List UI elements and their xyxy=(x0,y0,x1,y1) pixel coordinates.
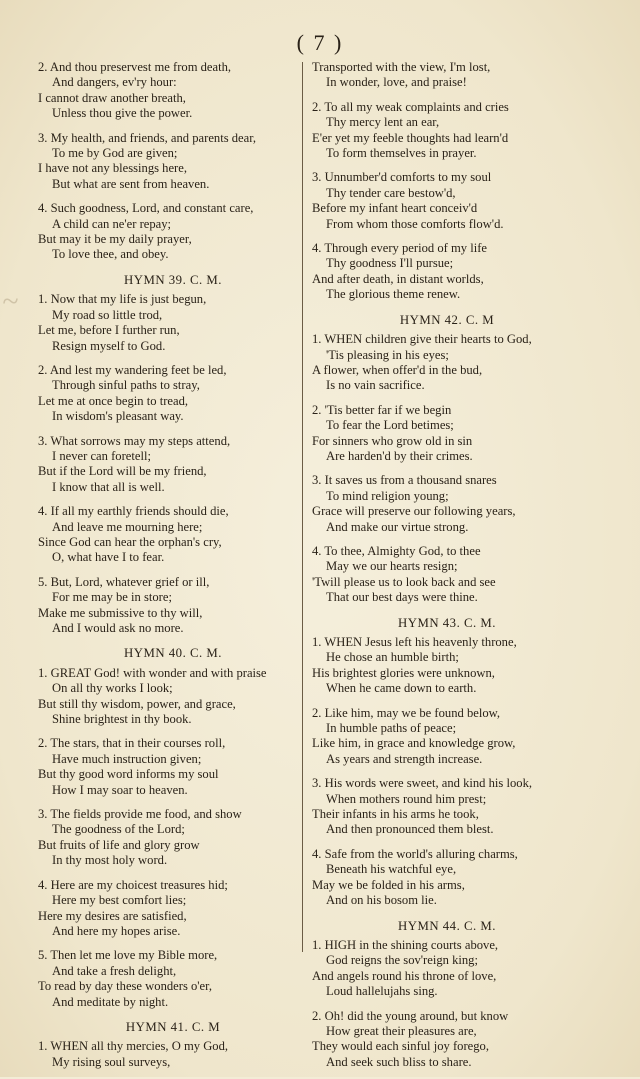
verse-line: But thy good word informs my soul xyxy=(38,767,219,782)
verse-line: I have not any blessings here, xyxy=(38,161,187,176)
verse-line: 1. WHEN all thy mercies, O my God, xyxy=(38,1039,229,1054)
hymn-title: HYMN 44. C. M. xyxy=(397,918,496,933)
verse-line: 2. Oh! did the young around, but know xyxy=(312,1008,509,1023)
verse xyxy=(312,776,582,838)
verse xyxy=(38,201,308,263)
verse-line: That our best days were thine. xyxy=(326,590,478,605)
verse-line: 4. Safe from the world's alluring charms, xyxy=(312,846,518,861)
verse-line: To me by God are given; xyxy=(52,146,178,161)
verse xyxy=(312,241,582,303)
hymn xyxy=(38,273,308,637)
verse-line: Here my best comfort lies; xyxy=(52,893,187,908)
verse-line: 3. The fields provide me food, and show xyxy=(38,807,242,822)
verse xyxy=(38,878,308,940)
verse-line: To fear the Lord betimes; xyxy=(326,418,454,433)
verse-line: And I would ask no more. xyxy=(52,621,184,635)
verse-line: 2. And lest my wandering feet be led, xyxy=(38,362,227,377)
verse-line: 5. But, Lord, whatever grief or ill, xyxy=(38,574,210,589)
verse-line: In wonder, love, and praise! xyxy=(326,75,467,90)
verse-line: Since God can hear the orphan's cry, xyxy=(38,534,222,549)
verse-line: 1. WHEN Jesus left his heavenly throne, xyxy=(312,635,517,649)
verse-line: On all thy works I look; xyxy=(52,681,173,696)
hymn xyxy=(312,616,582,909)
hymn-title: HYMN 42. C. M xyxy=(399,312,495,327)
verse-line: And make our virtue strong. xyxy=(326,519,469,534)
verse xyxy=(38,666,308,728)
verse-line: How great their pleasures are, xyxy=(326,1023,477,1038)
verse-line: To read by day these wonders o'er, xyxy=(38,979,212,994)
hymn-title: HYMN 40. C. M. xyxy=(123,646,222,661)
verse-line: Here my desires are satisfied, xyxy=(38,908,187,923)
hymn-title: HYMN 39. C. M. xyxy=(123,272,222,287)
verse-line: How I may soar to heaven. xyxy=(52,782,188,797)
verse-line: I cannot draw another breath, xyxy=(38,90,186,105)
verse-line: And dangers, ev'ry hour: xyxy=(52,75,177,90)
hymn xyxy=(312,60,582,303)
verse-line: And on his bosom lie. xyxy=(326,893,437,908)
verse xyxy=(38,504,308,566)
verse-line: And here my hopes arise. xyxy=(52,923,181,938)
verse-line: 2. 'Tis better far if we begin xyxy=(312,402,452,417)
verse xyxy=(38,131,308,193)
verse xyxy=(312,332,582,394)
verse-line: He chose an humble birth; xyxy=(326,650,459,665)
verse-line: 5. Then let me love my Bible more, xyxy=(38,948,218,963)
verse-line: But if the Lord will be my friend, xyxy=(38,464,207,479)
verse-line: In humble paths of peace; xyxy=(326,721,457,736)
verse-line: 3. My health, and friends, and parents dear, xyxy=(38,130,257,145)
verse-line: 2. To all my weak complaints and cries xyxy=(312,99,509,114)
verse xyxy=(38,807,308,869)
verse-line: To mind religion young; xyxy=(326,488,449,503)
verse-line: 4. Such goodness, Lord, and constant care, xyxy=(38,201,254,216)
verse-line: 4. Here are my choicest treasures hid; xyxy=(38,877,228,892)
verse-line: Let me, before I further run, xyxy=(38,323,180,338)
verse-line: His brightest glories were unknown, xyxy=(312,665,495,680)
verse-line: But may it be my daily prayer, xyxy=(38,232,192,247)
verse-line: 4. Through every period of my life xyxy=(312,241,487,256)
verse xyxy=(38,292,308,354)
verse xyxy=(312,706,582,768)
verse xyxy=(38,575,308,637)
verse-line: 'Twill please us to look back and see xyxy=(312,574,496,589)
verse-line: Transported with the view, I'm lost, xyxy=(312,60,491,74)
verse-line: Thy tender care bestow'd, xyxy=(326,185,456,200)
verse-line: And then pronounced them blest. xyxy=(326,822,494,837)
verse-line: And take a fresh delight, xyxy=(52,963,177,978)
verse-line: A flower, when offer'd in the bud, xyxy=(312,362,483,377)
verse-line: I know that all is well. xyxy=(52,479,165,494)
verse-line: Through sinful paths to stray, xyxy=(52,378,200,393)
verse-line: In wisdom's pleasant way. xyxy=(52,409,184,424)
verse-line: 3. It saves us from a thousand snares xyxy=(312,473,497,488)
hymn xyxy=(38,646,308,1010)
verse-line: But what are sent from heaven. xyxy=(52,176,210,191)
verse-line: Loud hallelujahs sing. xyxy=(326,984,438,999)
verse xyxy=(312,938,582,1000)
verse xyxy=(312,60,582,91)
verse-line: But still thy wisdom, power, and grace, xyxy=(38,696,236,711)
verse xyxy=(312,847,582,909)
verse-line: Grace will preserve our following years, xyxy=(312,504,516,519)
left-column xyxy=(38,60,308,1079)
verse-line: 3. Unnumber'd comforts to my soul xyxy=(312,170,492,185)
margin-pencil-mark: ~ xyxy=(2,285,19,318)
verse-line: 2. And thou preservest me from death, xyxy=(38,60,232,74)
verse-line: Are harden'd by their crimes. xyxy=(326,448,473,463)
verse-line: When he came down to earth. xyxy=(326,681,477,696)
verse-line: For me may be in store; xyxy=(52,590,172,605)
verse-line: 4. If all my earthly friends should die, xyxy=(38,504,229,519)
hymn xyxy=(38,1020,308,1070)
verse-line: Shine brightest in thy book. xyxy=(52,712,192,727)
verse-line: Unless thou give the power. xyxy=(52,106,193,121)
verse-line: My road so little trod, xyxy=(52,307,163,322)
verse-line: A child can ne'er repay; xyxy=(52,216,172,231)
verse xyxy=(38,60,308,122)
verse-line: Before my infant heart conceiv'd xyxy=(312,201,478,216)
verse xyxy=(38,736,308,798)
hymn xyxy=(312,313,582,606)
verse-line: From whom those comforts flow'd. xyxy=(326,216,504,231)
verse-line: 2. Like him, may we be found below, xyxy=(312,705,501,720)
verse xyxy=(312,170,582,232)
verse-line: 1. WHEN children give their hearts to God, xyxy=(312,332,532,347)
verse xyxy=(312,635,582,697)
verse-line: O, what have I to fear. xyxy=(52,550,165,565)
verse-line: The glorious theme renew. xyxy=(326,287,461,302)
verse-line: Resign myself to God. xyxy=(52,338,166,353)
verse-line: May we our hearts resign; xyxy=(326,559,458,574)
verse-line: Beneath his watchful eye, xyxy=(326,862,457,877)
verse xyxy=(312,1009,582,1071)
verse-line: 3. What sorrows may my steps attend, xyxy=(38,433,231,448)
verse xyxy=(38,363,308,425)
verse-line: And leave me mourning here; xyxy=(52,519,203,534)
verse-line: 1. Now that my life is just begun, xyxy=(38,292,207,307)
verse-line: 4. To thee, Almighty God, to thee xyxy=(312,543,481,558)
verse-line: Is no vain sacrifice. xyxy=(326,378,425,393)
verse xyxy=(312,544,582,606)
verse-line: But fruits of life and glory grow xyxy=(38,837,200,852)
verse-line: To form themselves in prayer. xyxy=(326,146,477,161)
verse-line: God reigns the sov'reign king; xyxy=(326,953,478,968)
verse-line: And seek such bliss to share. xyxy=(326,1054,472,1069)
verse xyxy=(38,1039,308,1070)
hymn xyxy=(312,919,582,1071)
verse-line: And meditate by night. xyxy=(52,994,169,1009)
right-column xyxy=(312,60,582,1079)
verse-line: My rising soul surveys, xyxy=(52,1054,171,1069)
hymn xyxy=(38,60,308,263)
verse-line: And angels round his throne of love, xyxy=(312,968,497,983)
verse-line: For sinners who grow old in sin xyxy=(312,433,473,448)
verse-line: When mothers round him prest; xyxy=(326,791,487,806)
verse xyxy=(38,434,308,496)
verse-line: Their infants in his arms he took, xyxy=(312,807,479,822)
page-number: ( 7 ) xyxy=(296,30,344,55)
verse-line: May we be folded in his arms, xyxy=(312,877,465,892)
verse-line: 1. HIGH in the shining courts above, xyxy=(312,937,499,952)
verse xyxy=(312,473,582,535)
verse-line: I never can foretell; xyxy=(52,448,151,463)
verse-line: To love thee, and obey. xyxy=(52,247,169,262)
verse xyxy=(38,948,308,1010)
verse-line: They would each sinful joy forego, xyxy=(312,1039,489,1054)
hymn-title: HYMN 41. C. M xyxy=(125,1019,221,1034)
verse-line: 2. The stars, that in their courses roll, xyxy=(38,736,226,751)
verse-line: Let me at once begin to tread, xyxy=(38,393,189,408)
verse-line: 3. His words were sweet, and kind his look, xyxy=(312,776,533,791)
verse-line: The goodness of the Lord; xyxy=(52,822,185,837)
verse-line: 1. GREAT God! with wonder and with praise xyxy=(38,665,267,680)
verse xyxy=(312,100,582,162)
verse-line: Thy goodness I'll pursue; xyxy=(326,256,454,271)
verse-line: Have much instruction given; xyxy=(52,751,202,766)
verse-line: 'Tis pleasing in his eyes; xyxy=(326,347,449,362)
verse xyxy=(312,403,582,465)
verse-line: Make me submissive to thy will, xyxy=(38,605,203,620)
verse-line: And after death, in distant worlds, xyxy=(312,271,484,286)
hymn-title: HYMN 43. C. M. xyxy=(397,615,496,630)
verse-line: As years and strength increase. xyxy=(326,751,483,766)
verse-line: E'er yet my feeble thoughts had learn'd xyxy=(312,130,509,145)
verse-line: In thy most holy word. xyxy=(52,853,168,868)
verse-line: Thy mercy lent an ear, xyxy=(326,115,440,130)
verse-line: Like him, in grace and knowledge grow, xyxy=(312,736,516,751)
